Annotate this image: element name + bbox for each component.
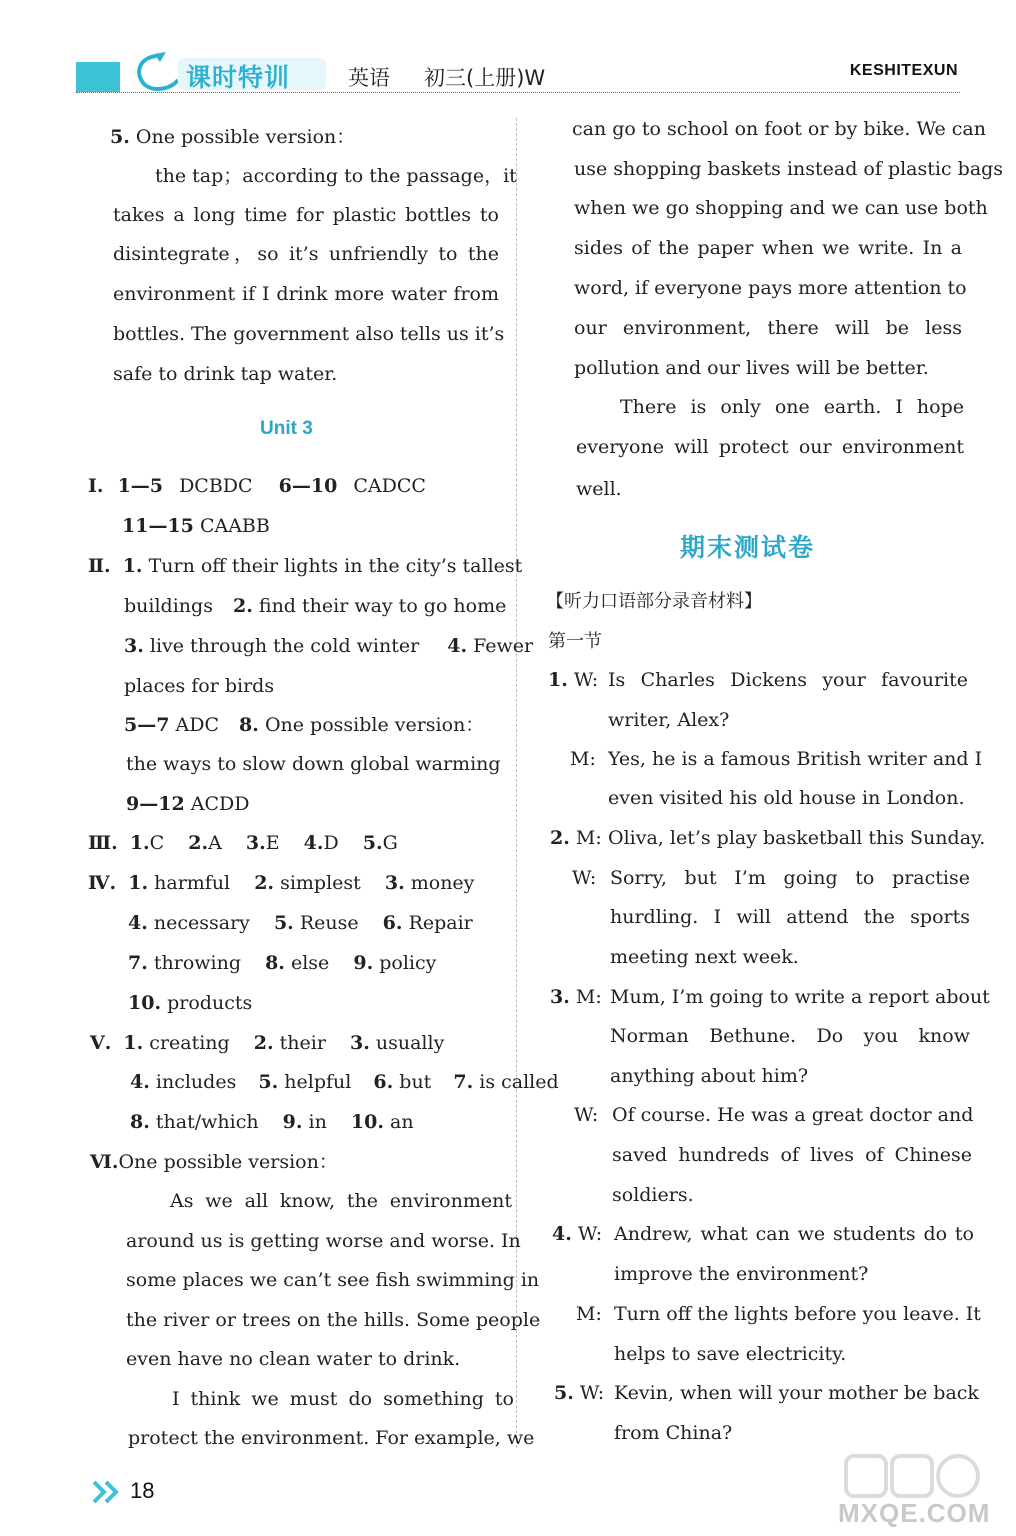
section-label: 第一节 (548, 631, 602, 652)
q5-line: takes a long time for plastic bottles to (113, 204, 499, 226)
section-2: Ⅱ. 1. Turn off their lights in the city’s tallest (88, 555, 523, 577)
essay-line: word, if everyone pays more attention to (574, 277, 967, 299)
essay-line: I think we must do something to (172, 1388, 514, 1410)
dialog-line: Kevin, when will your mother be back (614, 1382, 979, 1404)
dialog-line: even visited his old house in London. (608, 787, 965, 809)
dialog-speaker: M: (570, 748, 596, 770)
dialog-4: 4. W: (552, 1223, 603, 1245)
q5-line: environment if I drink more water from (113, 283, 499, 305)
section-4: Ⅳ. 1. harmful 2. simplest 3. money (88, 872, 475, 894)
unit-title: Unit 3 (260, 418, 313, 439)
page-number: 18 (130, 1478, 155, 1503)
section-4-line: 4. necessary 5. Reuse 6. Repair (128, 912, 473, 934)
dialog-2: 2. M: (550, 827, 602, 849)
section-6: Ⅵ.One possible version： (90, 1151, 338, 1173)
essay-line: some places we can’t see fish swimming in (126, 1269, 540, 1291)
section-5-line: 4. includes 5. helpful 6. but 7. is called (130, 1071, 559, 1093)
dialog-line: Oliva, let’s play basketball this Sunday. (608, 827, 986, 849)
watermark-text: MXQE.COM (838, 1498, 991, 1528)
essay-line: sides of the paper when we write. In a (574, 237, 962, 259)
section-2-line: the ways to slow down global warming (126, 753, 501, 775)
essay-line: when we go shopping and we can use both (574, 197, 988, 219)
dialog-line: writer, Alex? (608, 709, 730, 731)
dialog-line: Yes, he is a famous British writer and I (608, 748, 983, 770)
dialog-line: saved hundreds of lives of Chinese (612, 1144, 972, 1166)
dialog-3: 3. M: (550, 986, 602, 1008)
dialog-line: meeting next week. (610, 946, 799, 968)
essay-line: use shopping baskets instead of plastic bags (574, 158, 1004, 180)
dialog-line: Is Charles Dickens your favourite (608, 669, 968, 691)
dialog-speaker: W: (572, 867, 597, 889)
section-4-line: 10. products (128, 992, 253, 1014)
essay-line: our environment, there will be less (574, 317, 962, 339)
exam-title: 期末测试卷 (680, 533, 816, 562)
header-grade: 初三(上册)W (424, 66, 546, 90)
essay-line: everyone will protect our environment (576, 436, 964, 458)
header-divider (76, 92, 960, 93)
essay-line: well. (576, 478, 622, 500)
dialog-line: Norman Bethune. Do you know (610, 1025, 970, 1047)
section-4-line: 7. throwing 8. else 9. policy (128, 952, 437, 974)
essay-line: can go to school on foot or by bike. We can (572, 118, 986, 140)
q5-line: disintegrate，so it’s unfriendly to the (113, 243, 499, 265)
q5-line: the tap；according to the passage，it (155, 165, 517, 187)
section-2-line: 5—7 ADC 8. One possible version： (124, 714, 485, 736)
header-color-block (76, 62, 120, 92)
section-2-line: 3. live through the cold winter 4. Fewer (124, 635, 534, 657)
dialog-line: helps to save electricity. (614, 1343, 847, 1365)
q5-line: bottles. The government also tells us it’s (113, 323, 505, 345)
header-subject: 英语 (348, 66, 390, 90)
dialog-line: Of course. He was a great doctor and (612, 1104, 974, 1126)
section-1: Ⅰ. 1—5 DCBDC 6—10 CADCC (88, 475, 426, 497)
section-1-line2: 11—15 CAABB (122, 515, 270, 537)
dialog-speaker: M: (576, 1303, 602, 1325)
essay-line: pollution and our lives will be better. (574, 357, 929, 379)
essay-line: the river or trees on the hills. Some people (126, 1309, 541, 1331)
section-5-line: 8. that/which 9. in 10. an (130, 1111, 414, 1133)
double-chevron-icon (92, 1480, 122, 1504)
dialog-line: hurdling. I will attend the sports (610, 906, 970, 928)
dialog-line: anything about him? (610, 1065, 809, 1087)
dialog-5: 5. W: (554, 1382, 605, 1404)
logo-text: 课时特训 (186, 63, 291, 92)
essay-line: There is only one earth. I hope (620, 396, 964, 418)
listening-title: 【听力口语部分录音材料】 (546, 591, 762, 612)
dialog-line: Andrew, what can we students do to (614, 1223, 974, 1245)
q5-heading: 5. One possible version： (110, 126, 356, 148)
essay-line: protect the environment. For example, we (128, 1427, 535, 1449)
dialog-speaker: W: (574, 1104, 599, 1126)
section-3: Ⅲ. 1.C 2.A 3.E 4.D 5.G (88, 832, 398, 854)
essay-line: As we all know, the environment (170, 1190, 512, 1212)
section-5: Ⅴ. 1. creating 2. their 3. usually (90, 1032, 445, 1054)
q5-line: safe to drink tap water. (113, 363, 338, 385)
essay-line: around us is getting worse and worse. In (126, 1230, 521, 1252)
section-2-line: places for birds (124, 675, 275, 697)
dialog-1: 1. W: (548, 669, 599, 691)
dialog-line: Sorry, but I’m going to practise (610, 867, 970, 889)
essay-line: even have no clean water to drink. (126, 1348, 461, 1370)
dialog-line: from China? (614, 1422, 733, 1444)
dialog-line: improve the environment? (614, 1263, 869, 1285)
dialog-line: Mum, I’m going to write a report about (610, 986, 990, 1008)
header-brand: KESHITEXUN (849, 62, 958, 79)
dialog-line: soldiers. (612, 1184, 694, 1206)
section-2-line: buildings 2. find their way to go home (124, 595, 507, 617)
dialog-line: Turn off the lights before you leave. It (614, 1303, 981, 1325)
section-2-line: 9—12 ACDD (126, 793, 250, 815)
